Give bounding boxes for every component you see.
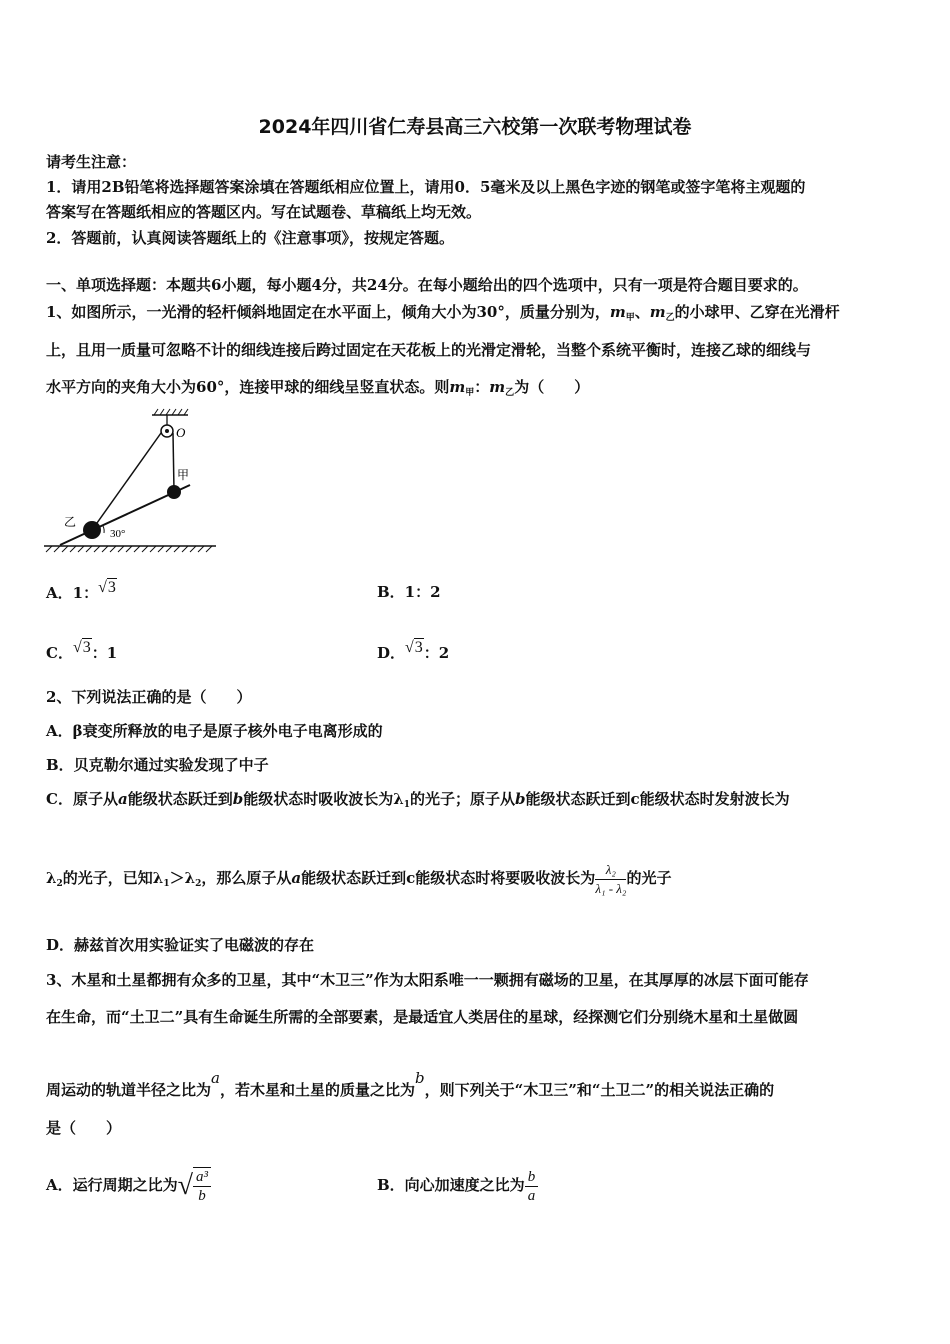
q1-m-yi-2: m	[489, 378, 506, 396]
notice-line-2: 答案写在答题纸相应的答题区内。写在试题卷、草稿纸上均无效。	[46, 203, 482, 221]
q2-c-text-f: 能级状态时发射波长为	[639, 790, 790, 808]
q3-option-b-label: B．向心加速度之比为	[377, 1176, 525, 1194]
label-O: O	[176, 425, 186, 440]
q3-line-1: 3、木星和土星都拥有众多的卫星，其中“木卫三”作为太阳系唯一一颗拥有磁场的卫星，在其厚厚的冰层下面可能存	[46, 971, 809, 989]
q1-line-2: 上，且用一质量可忽略不计的细线连接后跨过固定在天花板上的光滑定滑轮，当整个系统平衡时，连接乙球的细线与	[46, 341, 812, 359]
q2-c2-g: 的光子	[626, 869, 672, 887]
q3-b-num: b	[525, 1168, 539, 1187]
q1-option-c-rest: ：1	[91, 644, 118, 662]
q2-c2-c-var: c	[406, 869, 416, 887]
q1-m-jia: m	[609, 303, 626, 321]
q2-c-b-2: b	[515, 790, 526, 808]
q2-c2-a: λ	[46, 869, 57, 887]
q3-text-a: 周运动的轨道半径之比为	[46, 1081, 212, 1099]
q3-option-a	[46, 1160, 211, 1211]
q2-c2-sub2: 2	[56, 879, 63, 889]
pulley-axle	[165, 429, 169, 433]
q1-c-sqrt-val: 3	[82, 639, 91, 656]
notice-line-1: 1．请用2B铅笔将选择题答案涂填在答题纸相应位置上，请用0．5毫米及以上黑色字迹的钢笔或签字笔将主观题的	[46, 178, 806, 196]
q1-a-sqrt-val: 3	[107, 579, 116, 596]
q2-fraction	[595, 861, 626, 898]
q3-option-a-label: A．运行周期之比为	[46, 1176, 178, 1194]
q2-c-c: c	[630, 790, 640, 808]
q1-sub-yi: 乙	[665, 313, 675, 323]
q2-c-b: b	[232, 790, 244, 808]
q2-option-d: D．赫兹首次用实验证实了电磁波的存在	[46, 936, 315, 954]
q3-line-3	[46, 1068, 774, 1100]
q2-c2-c: ＞λ	[169, 869, 196, 887]
ball-jia	[167, 485, 181, 499]
q3-a-den: b	[198, 1188, 206, 1204]
sqrt-icon: √3	[98, 579, 116, 596]
q1-sub-jia-2: 甲	[465, 388, 475, 398]
q1-m-yi: m	[649, 303, 666, 321]
section-heading: 一、单项选择题：本题共6小题，每小题4分，共24分。在每小题给出的四个选项中，只有一项是符合题目要求的。	[46, 276, 808, 294]
page-title: 2024年四川省仁寿县高三六校第一次联考物理试卷	[258, 116, 692, 138]
q2-c-text-d: 的光子；原子从	[410, 790, 516, 808]
q2-c2-sub2b: 2	[195, 879, 202, 889]
sqrt-icon: √3	[72, 639, 91, 656]
q2-option-c-line-1	[46, 789, 790, 815]
q3-a-num: a³	[193, 1168, 211, 1187]
q2-c-text-e: 能级状态跃迁到	[525, 790, 631, 808]
q3-b-den: a	[527, 1187, 536, 1204]
q2-c-text-a: C．原子从	[46, 790, 118, 808]
q1-option-b: B．1：2	[377, 583, 441, 601]
label-angle: 30°	[110, 528, 126, 540]
q1-option-a	[46, 578, 117, 603]
q1-d-sqrt-val: 3	[414, 639, 423, 656]
q1-text-b: 的小球甲、乙穿在光滑杆	[674, 303, 840, 321]
q2-c-a: a	[117, 790, 128, 808]
q2-c2-sub1: 1	[163, 879, 170, 889]
q1-colon: ：	[474, 378, 490, 396]
q3-b-fraction	[525, 1168, 539, 1205]
notice-line-3: 2．答题前，认真阅读答题纸上的《注意事项》，按规定答题。	[46, 229, 454, 247]
q1-text-c: 水平方向的夹角大小为60°，连接甲球的细线呈竖直状态。则	[46, 378, 450, 396]
q1-option-c	[46, 638, 117, 663]
label-yi: 乙	[64, 515, 77, 529]
q2-option-c-line-2	[46, 851, 671, 911]
q3-option-b	[377, 1160, 538, 1210]
q1-option-a-label: A．1：	[46, 584, 99, 602]
q1-option-d-label: D．	[377, 644, 406, 662]
q3-text-b: ，若木星和土星的质量之比为	[219, 1081, 415, 1099]
q2-frac-num: λ₂	[595, 861, 626, 880]
q1-option-d-rest: ：2	[423, 644, 450, 662]
angle-arc	[103, 526, 104, 533]
ball-yi	[83, 521, 101, 539]
q1-option-d	[377, 638, 449, 663]
q1-sep: 、	[634, 303, 650, 321]
ground-hatch	[46, 546, 212, 552]
string-jia	[173, 433, 174, 491]
q1-text-a: 1、如图所示，一光滑的轻杆倾斜地固定在水平面上，倾角大小为30°，质量分别为，	[46, 303, 610, 321]
q2-c-text-b: 能级状态跃迁到	[127, 790, 233, 808]
q1-sub-jia: 甲	[625, 313, 635, 323]
notice-heading: 请考生注意：	[46, 153, 137, 171]
q1-line-3	[46, 377, 589, 403]
q2-c2-e: 能级状态跃迁到	[301, 869, 407, 887]
q3-text-c: ，则下列关于“木卫三”和“土卫二”的相关说法正确的	[424, 1081, 775, 1099]
q2-option-b: B．贝克勒尔通过实验发现了中子	[46, 756, 269, 774]
sqrt-icon: √	[177, 1170, 194, 1201]
q1-sub-yi-2: 乙	[505, 388, 515, 398]
q2-stem: 2、下列说法正确的是（ ）	[46, 688, 252, 706]
q1-text-d: 为（ ）	[514, 378, 590, 396]
q1-figure	[40, 405, 220, 555]
q1-m-jia-2: m	[449, 378, 466, 396]
q3-var-a: a	[211, 1069, 220, 1087]
q2-c2-b: 的光子，已知λ	[62, 869, 164, 887]
q3-var-b: b	[414, 1069, 425, 1087]
q2-option-a: A．β衰变所释放的电子是原子核外电子电离形成的	[46, 722, 383, 740]
q2-c-sub1: 1	[403, 800, 410, 810]
q1-option-c-label: C．	[46, 644, 73, 662]
q3-line-4: 是（ ）	[46, 1119, 122, 1137]
q3-line-2: 在生命，而“土卫二”具有生命诞生所需的全部要素，是最适宜人类居住的星球，经探测它们分别绕木星和土星做圆	[46, 1008, 799, 1026]
sqrt-icon: √3	[405, 639, 423, 656]
q2-c2-f: 能级状态时将要吸收波长为	[415, 869, 596, 887]
q2-c2-a-var: a	[291, 869, 302, 887]
q2-c2-d: ，那么原子从	[201, 869, 292, 887]
q2-frac-den: λ₁ - λ₂	[595, 880, 627, 896]
string-yi	[92, 433, 161, 530]
q3-a-fraction	[193, 1167, 211, 1205]
ceiling-hatch	[154, 409, 188, 415]
label-jia: 甲	[177, 468, 190, 482]
q2-c-text-c: 能级状态时吸收波长为λ	[243, 790, 404, 808]
q1-line-1	[46, 302, 840, 328]
